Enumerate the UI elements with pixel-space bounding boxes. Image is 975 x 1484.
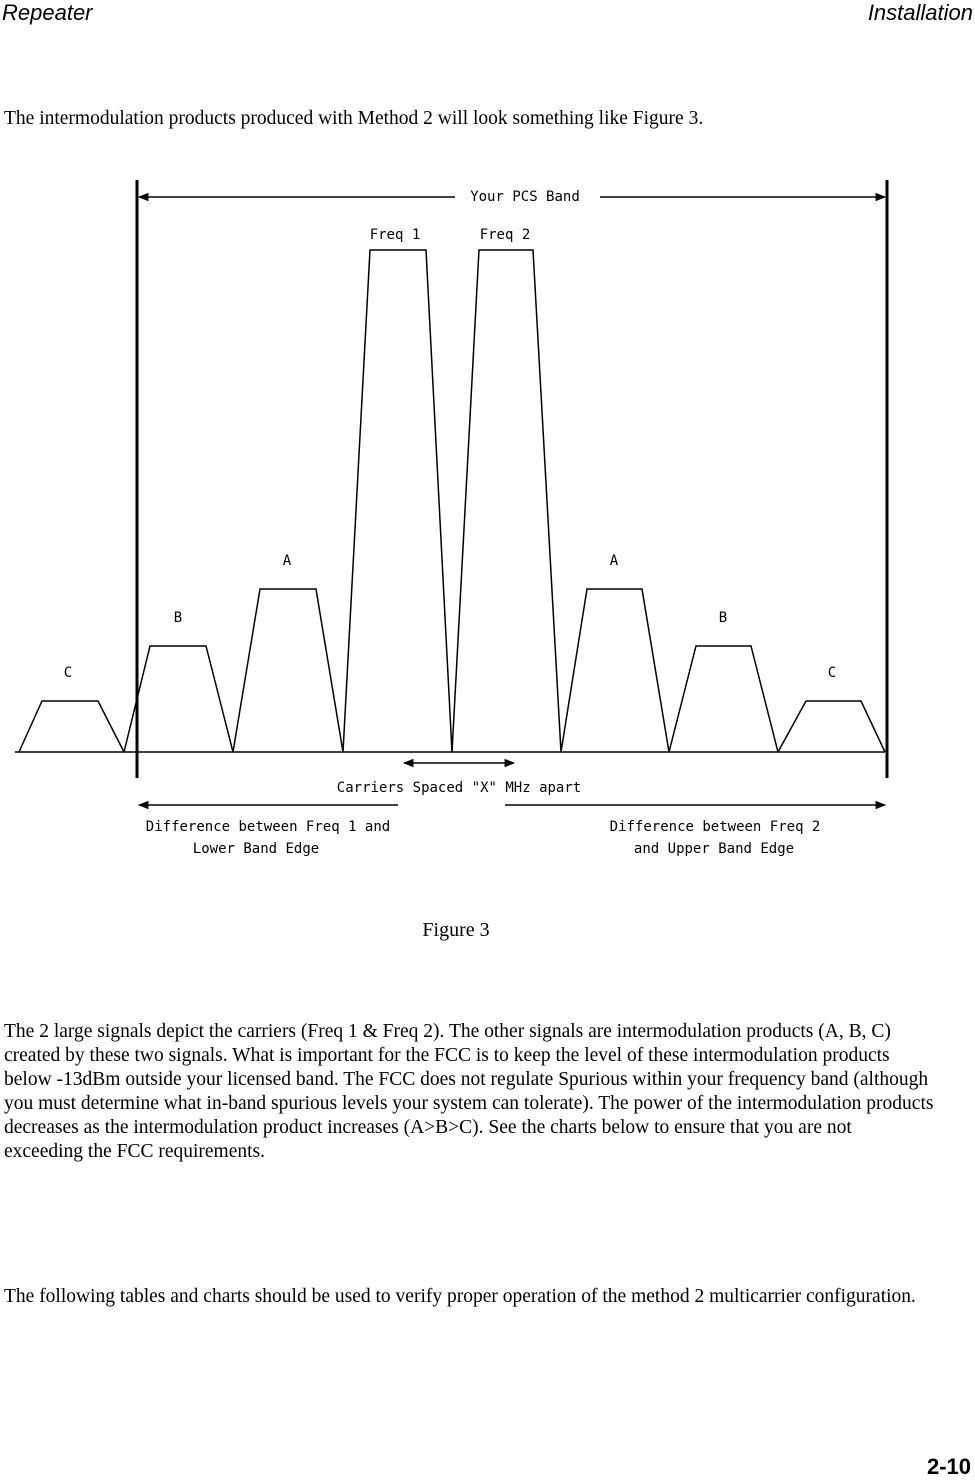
lower-c-label: C [63,665,73,681]
upper-difference-line1: Difference between Freq 2 [609,819,821,835]
intro-paragraph: The intermodulation products produced with Method 2 will look something like Figure 3. [4,108,704,129]
lower-difference-line2: Lower Band Edge [192,841,320,857]
figure-caption: Figure 3 [422,919,490,941]
upper-b-label: B [718,610,728,626]
upper-c-signal [778,701,885,752]
lower-a-label: A [282,553,292,569]
upper-c-label: C [827,665,837,681]
lower-b-label: B [173,610,183,626]
upper-b-signal [669,646,778,752]
lower-b-signal [124,646,233,752]
header-left: Repeater [2,0,93,25]
carrier-spacing-label: Carriers Spaced "X" MHz apart [336,780,582,796]
upper-a-label: A [609,553,619,569]
freq1-carrier [343,250,452,752]
lower-difference-line1: Difference between Freq 1 and [145,819,391,835]
lower-c-signal [19,701,124,752]
page-number: 2-10 [926,1454,971,1479]
body-paragraph-1: The 2 large signals depict the carriers (Freq 1 & Freq 2). The other signals are intermodulation products (A, B, C) created by these two signals. What is important for the FCC is to keep the level of these intermodulation products below -13dBm outside your licensed band. The FCC does not regulate Spurious within your frequency band (although you must determine what in-band spurious levels your system can tolerate). The power of the intermodulation products decreases as the intermodulation product increases (A>B>C). See the charts below to ensure that you are not exceeding the FCC requirements. [4,1021,934,1162]
body-paragraph-2: The following tables and charts should be used to verify proper operation of the method 2 multicarrier configuration. [4,1286,916,1307]
freq2-label: Freq 2 [479,227,531,243]
figure-3-diagram [0,170,975,870]
upper-difference-line2: and Upper Band Edge [633,841,795,857]
freq1-label: Freq 1 [369,227,421,243]
freq2-carrier [452,250,561,752]
band-label: Your PCS Band [470,189,580,205]
upper-a-signal [561,589,669,752]
lower-a-signal [233,589,343,752]
header-right: Installation [867,0,973,25]
